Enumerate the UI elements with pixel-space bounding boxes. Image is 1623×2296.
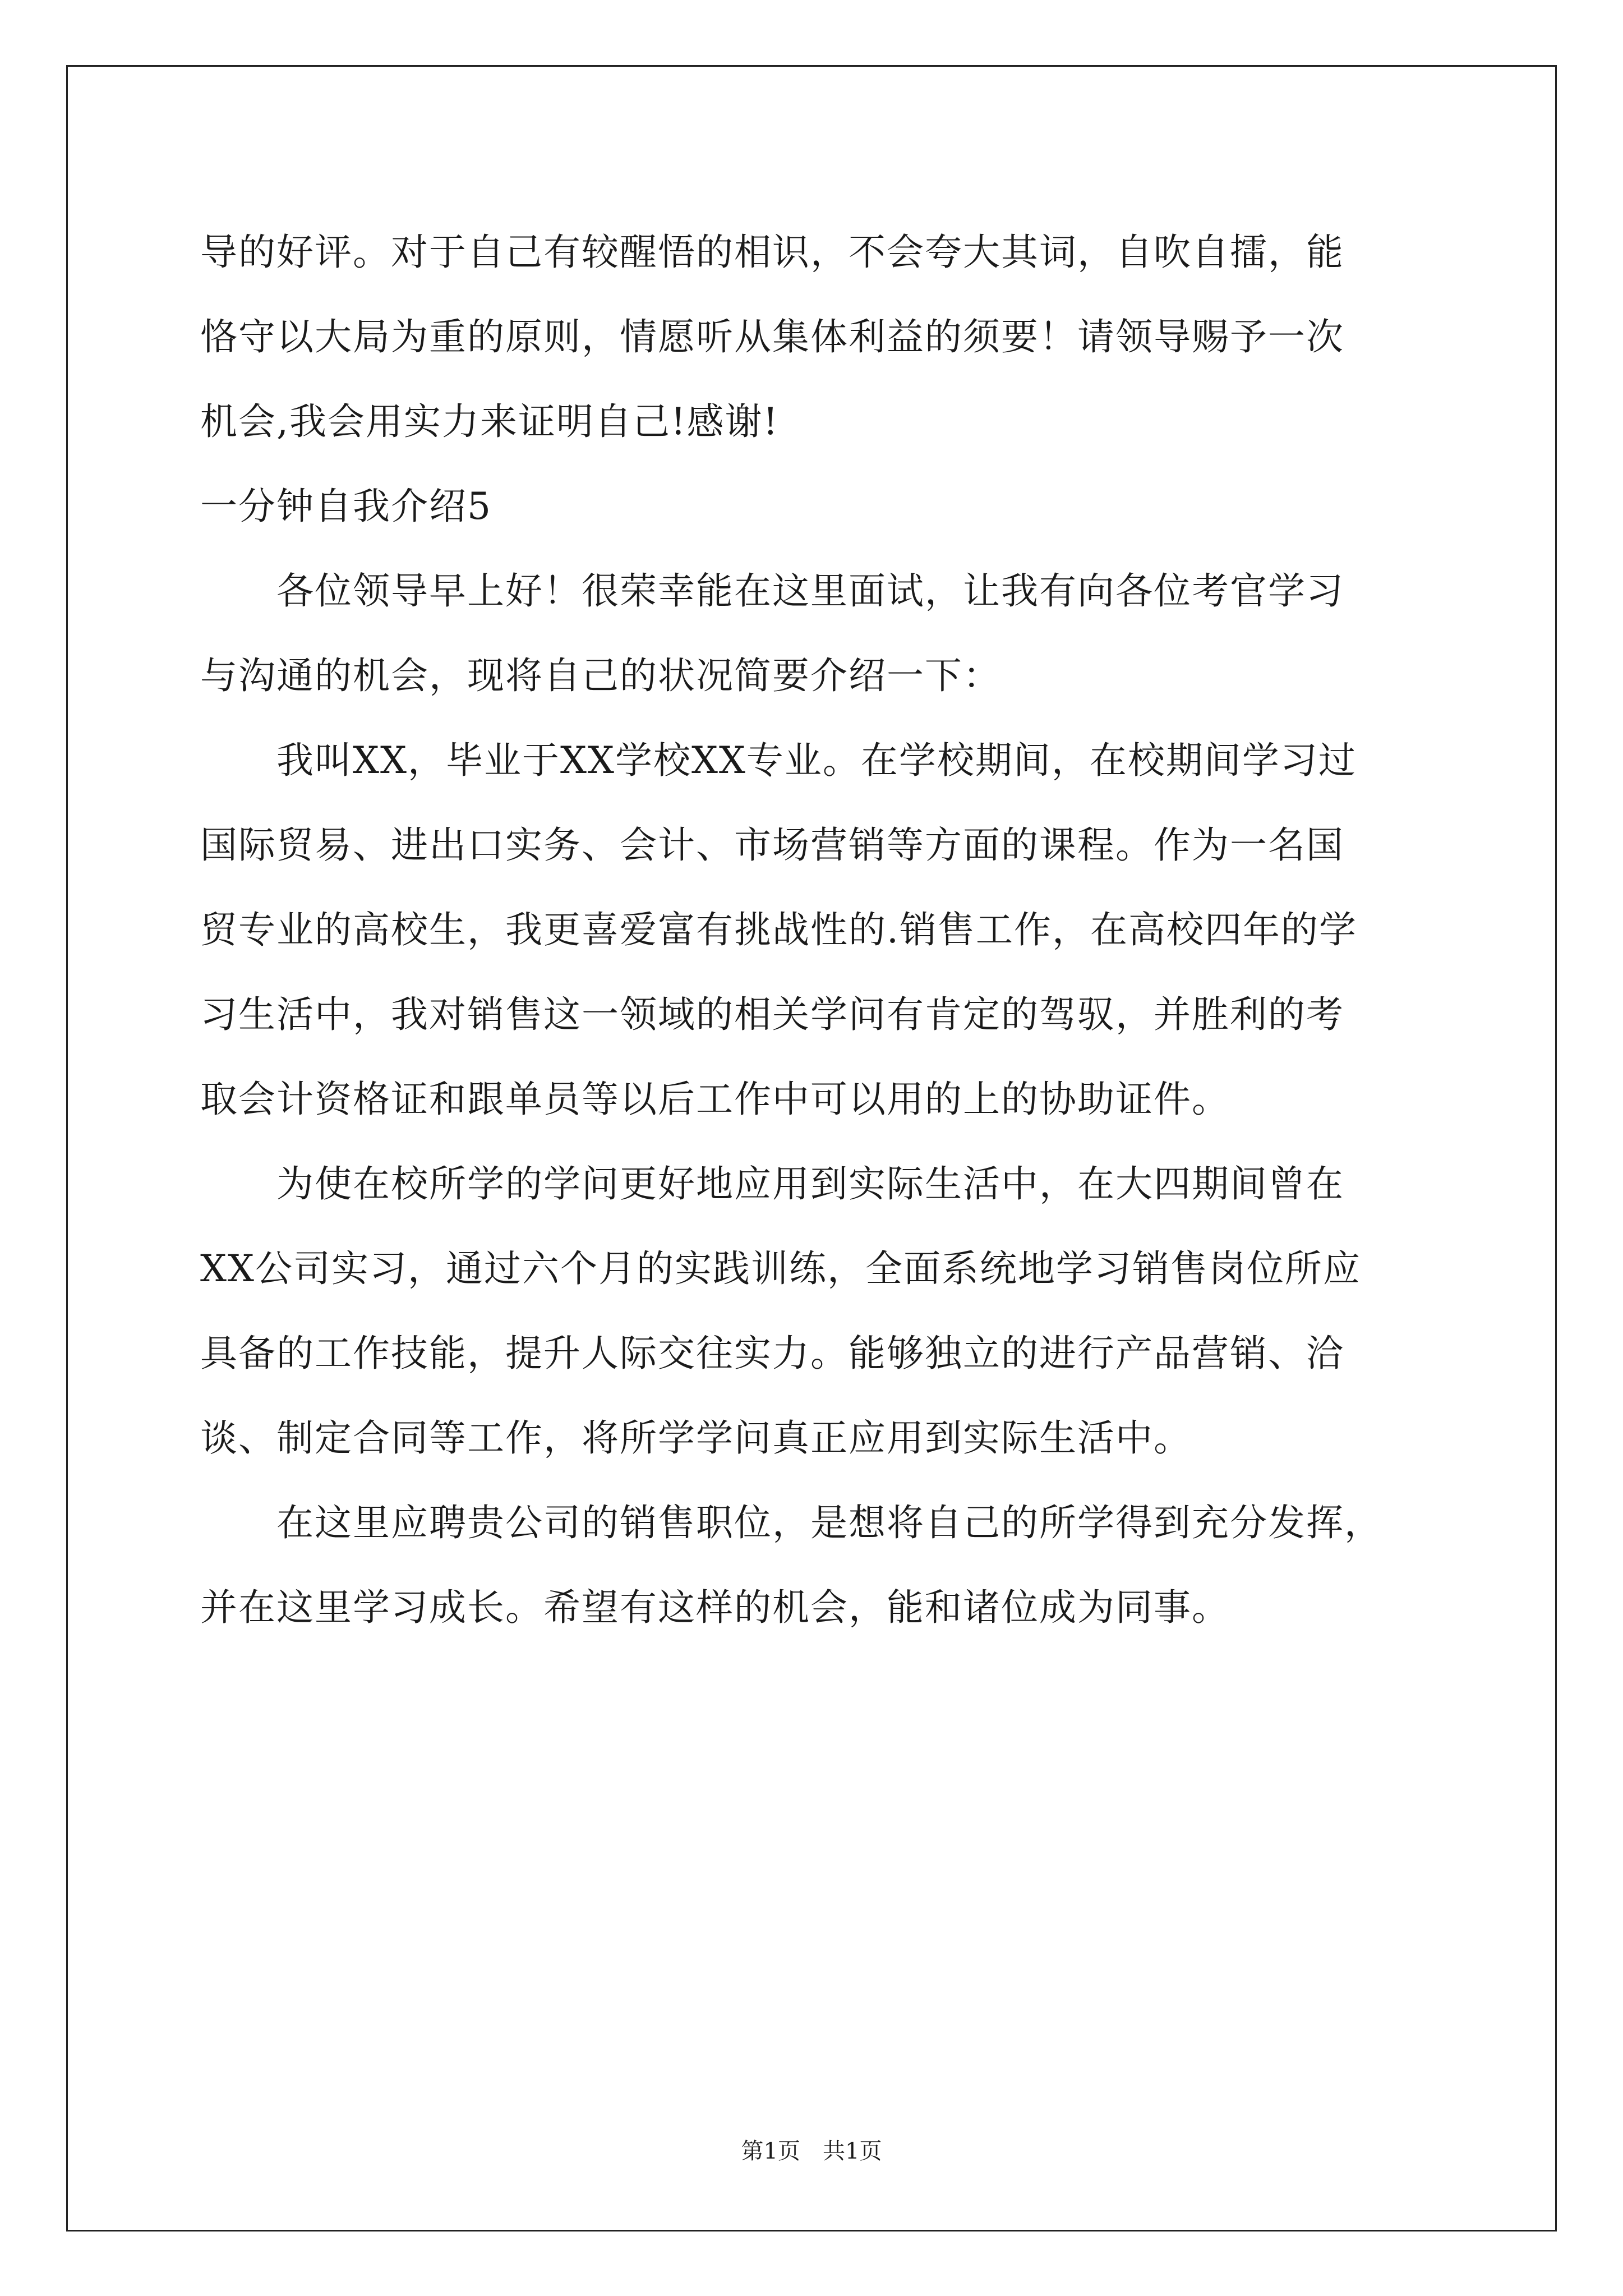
paragraph-line: XX公司实习，通过六个月的实践训练，全面系统地学习销售岗位所应	[200, 1247, 1361, 1290]
paragraph-line: 习生活中，我对销售这一领域的相关学问有肯定的驾驭，并胜利的考	[200, 993, 1344, 1036]
paragraph-line: 我叫XX，毕业于XX学校XX专业。在学校期间，在校期间学习过	[200, 739, 1357, 782]
paragraph-line: 各位领导早上好！很荣幸能在这里面试，让我有向各位考官学习	[200, 569, 1344, 613]
page-total: 共1页	[823, 2138, 882, 2164]
paragraph-line: 为使在校所学的学问更好地应用到实际生活中，在大四期间曾在	[200, 1162, 1344, 1205]
paragraph-line: 国际贸易、进出口实务、会计、市场营销等方面的课程。作为一名国	[200, 823, 1344, 867]
paragraph-line: 恪守以大局为重的原则，情愿听从集体利益的须要！请领导赐予一次	[200, 315, 1344, 358]
paragraph-line: 具备的工作技能，提升人际交往实力。能够独立的进行产品营销、洽	[200, 1332, 1344, 1375]
paragraph-line: 在这里应聘贵公司的销售职位，是想将自己的所学得到充分发挥，	[200, 1501, 1382, 1544]
paragraph-line: 导的好评。对于自己有较醒悟的相识，不会夸大其词，自吹自擂，能	[200, 231, 1344, 274]
section-heading: 一分钟自我介绍5	[200, 485, 492, 528]
page-border	[66, 65, 1557, 2231]
page-footer	[0, 2134, 1623, 2168]
paragraph-line: 贸专业的高校生，我更喜爱富有挑战性的.销售工作，在高校四年的学	[200, 908, 1357, 951]
paragraph-line: 与沟通的机会，现将自己的状况简要介绍一下：	[200, 654, 1001, 697]
paragraph-line: 机会,我会用实力来证明自己!感谢!	[200, 400, 780, 443]
paragraph-line: 谈、制定合同等工作，将所学学问真正应用到实际生活中。	[200, 1416, 1192, 1460]
page-number: 第1页	[741, 2138, 800, 2164]
paragraph-line: 取会计资格证和跟单员等以后工作中可以用的上的协助证件。	[200, 1078, 1230, 1121]
paragraph-line: 并在这里学习成长。希望有这样的机会，能和诸位成为同事。	[200, 1586, 1230, 1629]
